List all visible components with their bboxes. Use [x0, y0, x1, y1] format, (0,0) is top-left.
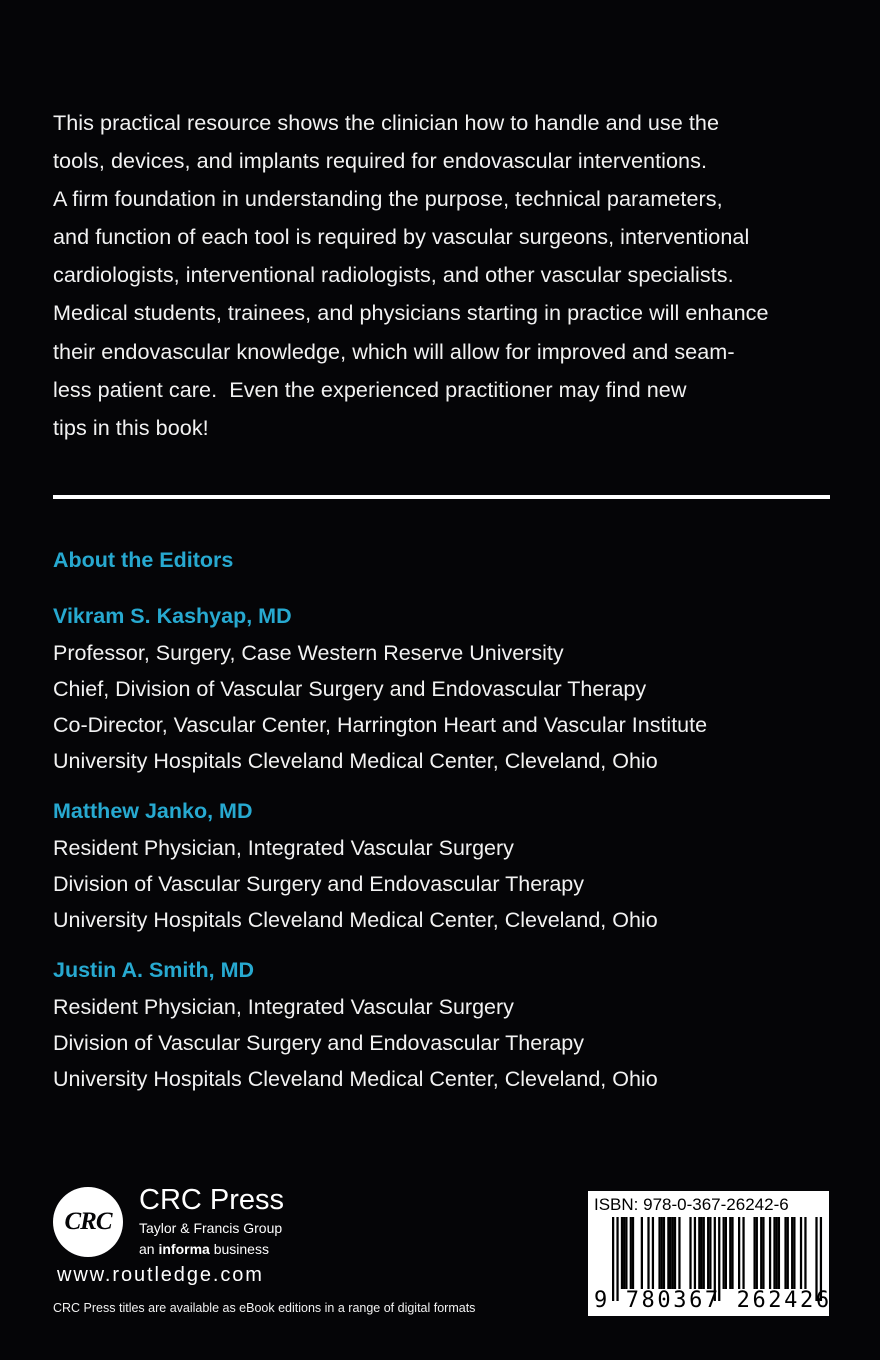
description-line: less patient care. Even the experienced practitioner may find new — [53, 376, 687, 402]
barcode-bar — [753, 1217, 755, 1289]
barcode-bar — [738, 1217, 740, 1289]
barcode-bar — [723, 1217, 725, 1289]
description-line: This practical resource shows the clinician how to handle and use the — [53, 110, 720, 135]
barcode-bar — [742, 1217, 744, 1289]
barcode-bar — [667, 1217, 669, 1289]
barcode-bar — [787, 1217, 789, 1289]
barcode-bar — [784, 1217, 786, 1289]
barcode-bar — [778, 1217, 780, 1289]
barcode-bar — [773, 1217, 775, 1289]
editor-affiliation: Chief, Division of Vascular Surgery and Endovascular Therapy — [53, 677, 647, 701]
editor-affiliation: Resident Physician, Integrated Vascular Surgery — [53, 836, 514, 860]
publisher-group: Taylor & Francis Group — [139, 1220, 283, 1236]
barcode-bar — [762, 1217, 764, 1289]
barcode-bar — [725, 1217, 727, 1289]
crc-logo — [53, 1187, 123, 1257]
business-suffix: business — [209, 1241, 269, 1257]
publisher-name: CRC Press — [139, 1184, 285, 1216]
editor-affiliation: Professor, Surgery, Case Western Reserve University — [53, 641, 564, 665]
editor-janko — [53, 796, 658, 938]
barcode-bar — [663, 1217, 665, 1289]
barcode-bar — [776, 1217, 778, 1289]
description-line: cardiologists, interventional radiologists, and other vascular specialists. — [53, 262, 734, 288]
editor-kashyap — [53, 601, 707, 779]
barcode-bar — [769, 1217, 771, 1289]
business-bold: informa — [158, 1241, 210, 1257]
barcode-bar — [672, 1217, 674, 1289]
description-line: their endovascular knowledge, which will allow for improved and seam- — [53, 338, 735, 364]
description-line: tools, devices, and implants required for endovascular interventions. — [53, 148, 708, 174]
barcode-bar — [694, 1217, 696, 1289]
description-line: and function of each tool is required by vascular surgeons, interventional — [53, 224, 750, 250]
editor-affiliation: Co-Director, Vascular Center, Harrington Heart and Vascular Institute — [53, 713, 708, 737]
barcode-bar — [623, 1217, 625, 1289]
editor-affiliation: University Hospitals Cleveland Medical Center, Cleveland, Ohio — [53, 1067, 658, 1091]
description-line: Medical students, trainees, and physicians starting in practice will enhance — [53, 300, 769, 326]
barcode-digits: 9 780367 262426 — [594, 1288, 832, 1313]
barcode-bar — [804, 1217, 806, 1289]
barcode-bar — [709, 1217, 711, 1289]
barcode-bar — [689, 1217, 691, 1289]
editor-smith — [53, 955, 658, 1097]
barcode-bar — [621, 1217, 623, 1289]
barcode-bar — [698, 1217, 700, 1289]
about-editors-heading: About the Editors — [53, 548, 234, 572]
barcode-bar — [729, 1217, 731, 1289]
barcode-bar — [793, 1217, 795, 1289]
barcode-bar — [669, 1217, 671, 1289]
editor-affiliation: University Hospitals Cleveland Medical Center, Cleveland, Ohio — [53, 908, 658, 932]
barcode-bar — [700, 1217, 702, 1289]
editor-affiliation: Division of Vascular Surgery and Endovascular Therapy — [53, 1031, 585, 1055]
barcode-bar — [630, 1217, 632, 1289]
barcode-bar — [756, 1217, 758, 1289]
barcode-bar — [791, 1217, 793, 1289]
barcode-bar — [678, 1217, 680, 1289]
publisher-business — [139, 1240, 269, 1258]
barcode-bar — [731, 1217, 733, 1289]
barcode-bar — [674, 1217, 676, 1289]
description-line: A firm foundation in understanding the purpose, technical parameters, — [53, 186, 723, 212]
barcode-bar — [641, 1217, 643, 1289]
barcode-bar — [760, 1217, 762, 1289]
isbn-label: ISBN: 978-0-367-26242-6 — [594, 1195, 789, 1214]
crc-logo-text: CRC — [64, 1208, 112, 1235]
business-prefix: an — [139, 1241, 159, 1257]
editor-name: Vikram S. Kashyap, MD — [53, 604, 292, 628]
barcode-bar — [661, 1217, 663, 1289]
editor-name: Justin A. Smith, MD — [53, 958, 255, 982]
barcode-bar — [625, 1217, 627, 1289]
editor-affiliation: Resident Physician, Integrated Vascular Surgery — [53, 995, 514, 1019]
barcode-bar — [707, 1217, 709, 1289]
barcode-bar — [658, 1217, 660, 1289]
editor-affiliation: Division of Vascular Surgery and Endovascular Therapy — [53, 872, 585, 896]
publisher-website: www.routledge.com — [57, 1264, 264, 1286]
barcode-bar — [800, 1217, 802, 1289]
description-line: tips in this book! — [53, 414, 209, 440]
barcode-bar — [703, 1217, 705, 1289]
ebook-note: CRC Press titles are available as eBook editions in a range of digital formats — [53, 1301, 476, 1315]
isbn-barcode — [588, 1191, 832, 1316]
barcode-bar — [652, 1217, 654, 1289]
barcode-bar — [632, 1217, 634, 1289]
editor-affiliation: University Hospitals Cleveland Medical Center, Cleveland, Ohio — [53, 749, 658, 773]
section-divider — [53, 495, 830, 499]
editor-name: Matthew Janko, MD — [53, 799, 253, 823]
barcode-bar — [647, 1217, 649, 1289]
book-description — [53, 104, 843, 447]
